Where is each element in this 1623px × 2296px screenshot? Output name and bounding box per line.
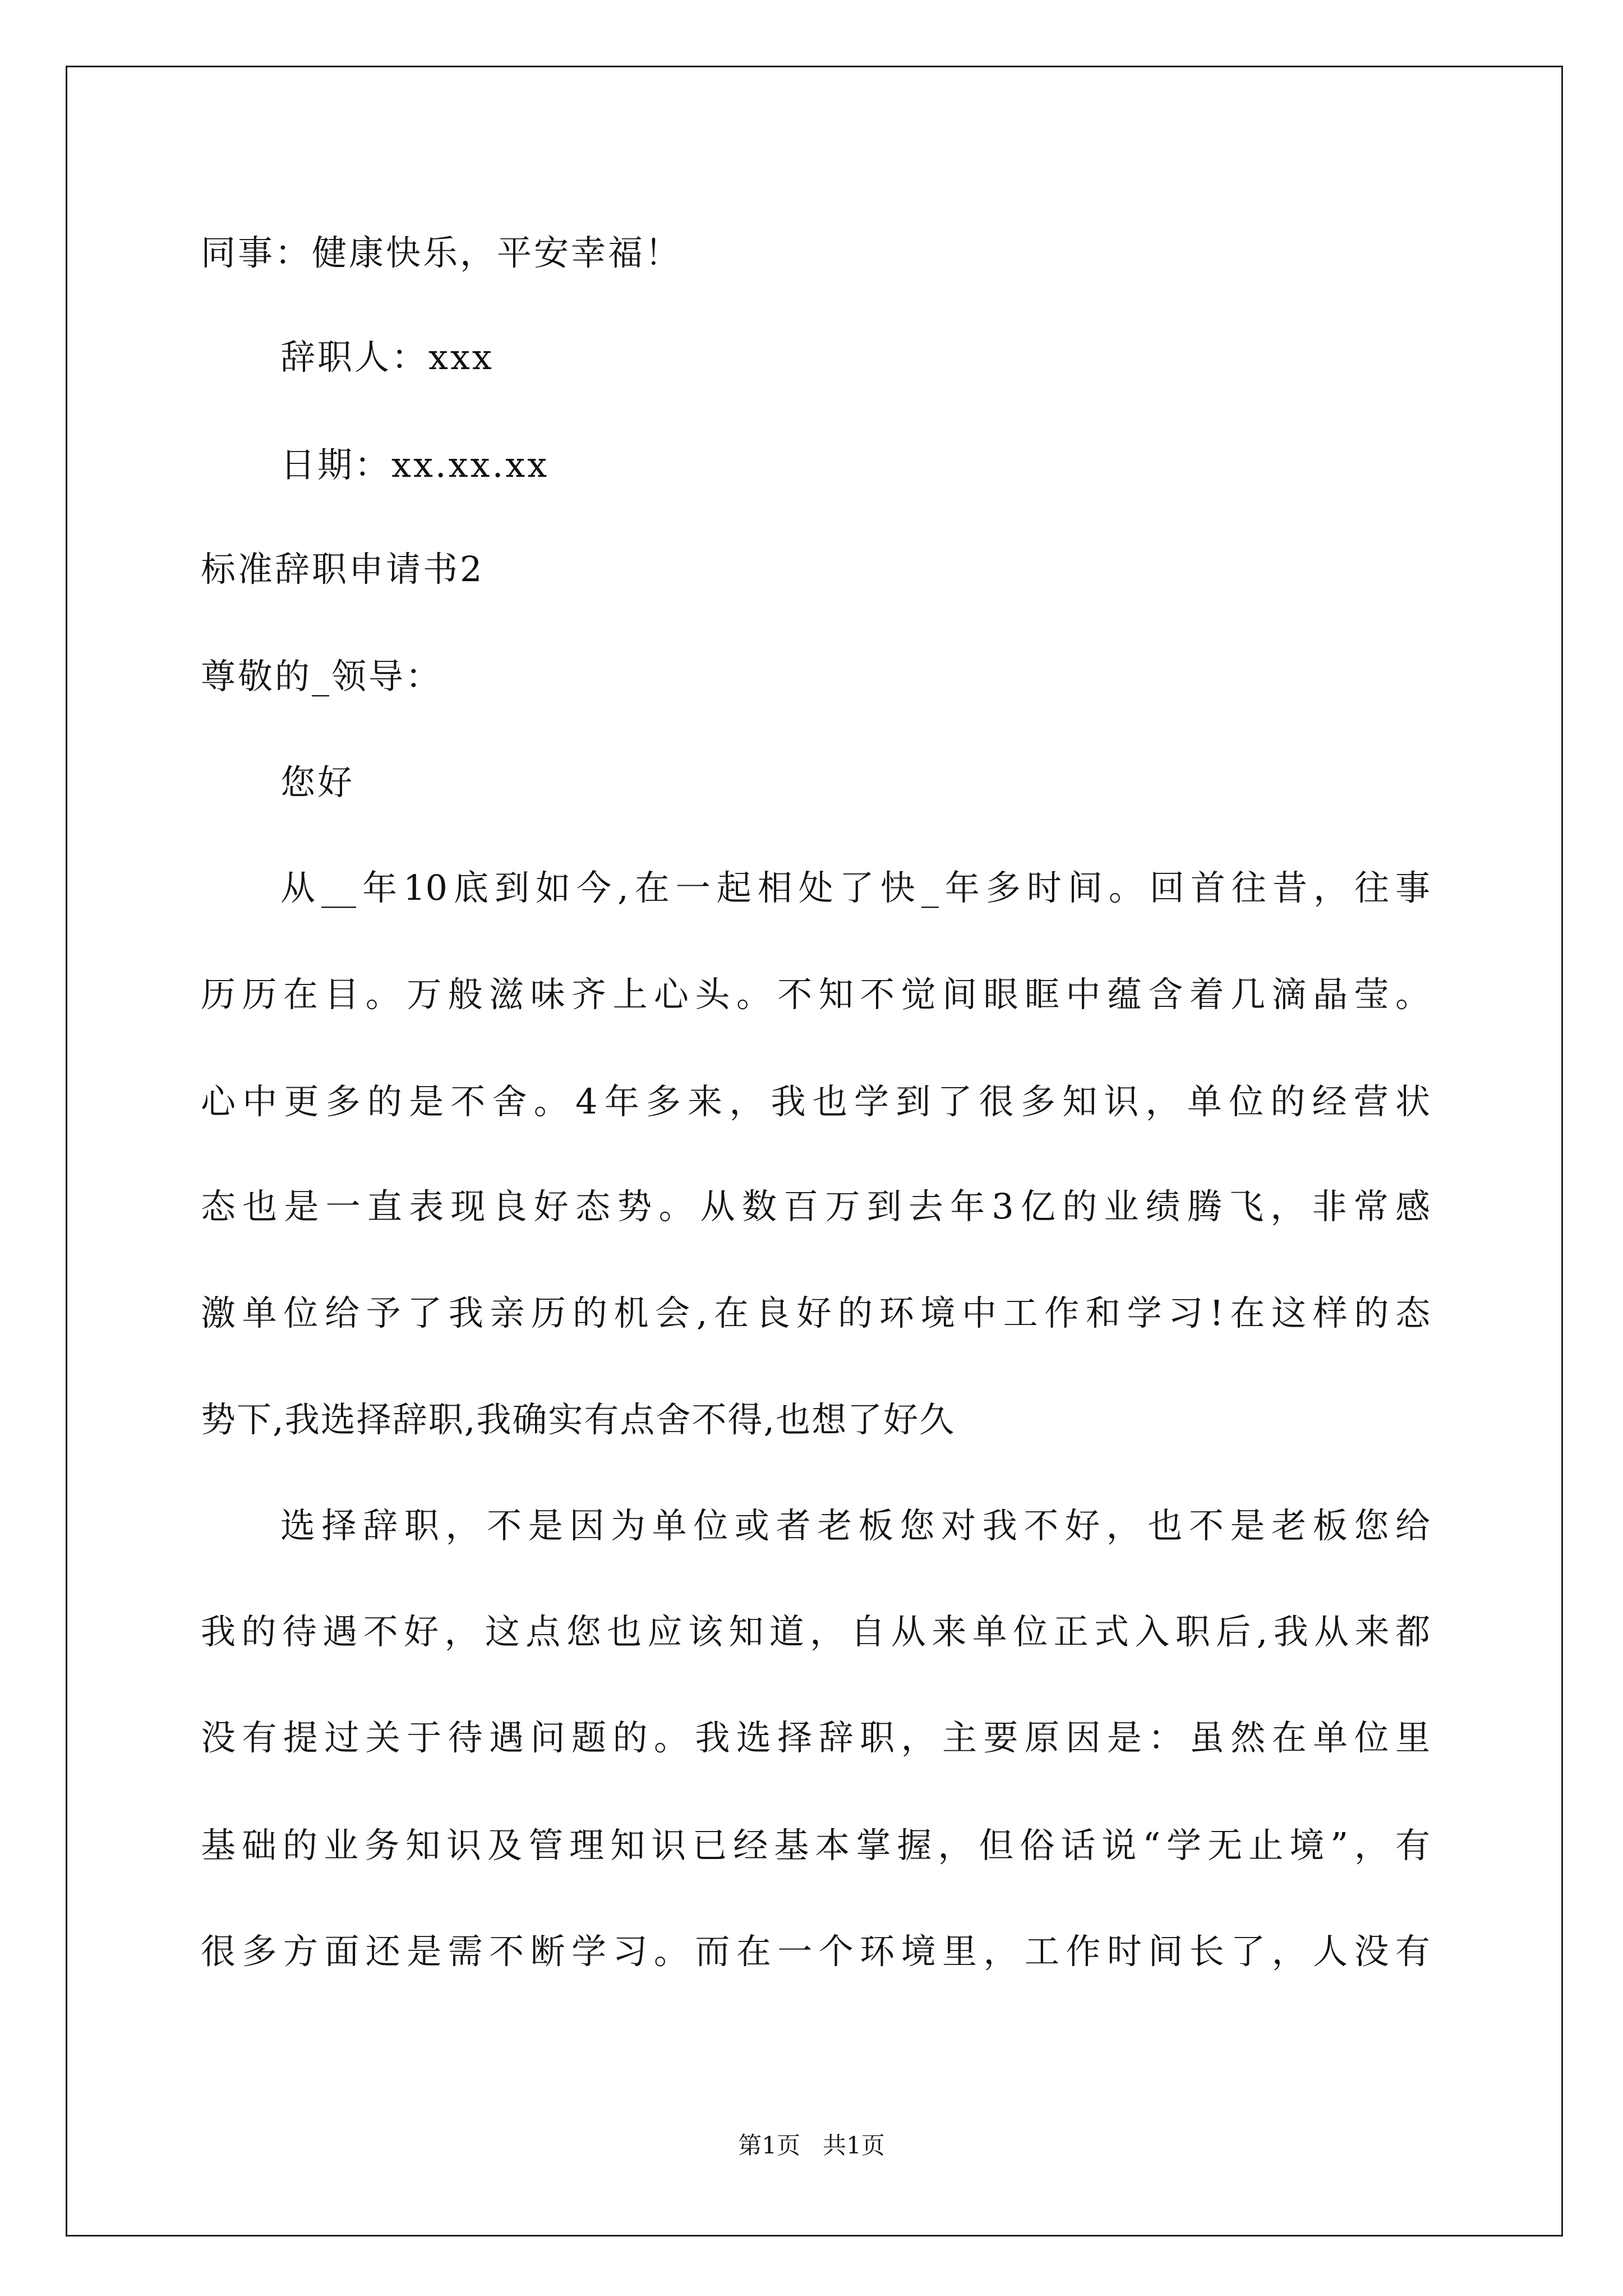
section-title: 标准辞职申请书2: [201, 549, 485, 590]
page-border: [66, 66, 1563, 2237]
closing-wishes: 同事：健康快乐，平安幸福！: [201, 232, 683, 273]
paragraph-line: 选择辞职，不是因为单位或者老板您对我不好，也不是老板您给: [280, 1505, 1430, 1546]
greeting: 您好: [280, 762, 355, 803]
paragraph-line: 历历在目。万般滋味齐上心头。不知不觉间眼眶中蕴含着几滴晶莹。: [201, 974, 1430, 1015]
page-footer: 第1页 共1页: [738, 2132, 885, 2159]
paragraph-line: 基础的业务知识及管理知识已经基本掌握，但俗话说“学无止境”，有: [201, 1825, 1430, 1866]
paragraph-line: 势下,我选择辞职,我确实有点舍不得,也想了好久: [201, 1399, 956, 1440]
paragraph-line: 我的待遇不好，这点您也应该知道，自从来单位正式入职后,我从来都: [201, 1611, 1430, 1652]
signer-line: 辞职人：xxx: [280, 337, 494, 378]
paragraph-line: 从__年10底到如今,在一起相处了快_年多时间。回首往昔，往事: [280, 867, 1430, 908]
paragraph-line: 很多方面还是需不断学习。而在一个环境里，工作时间长了，人没有: [201, 1931, 1430, 1972]
paragraph-line: 没有提过关于待遇问题的。我选择辞职，主要原因是：虽然在单位里: [201, 1717, 1430, 1758]
salutation: 尊敬的_领导：: [201, 656, 443, 697]
paragraph-line: 态也是一直表现良好态势。从数百万到去年3亿的业绩腾飞，非常感: [201, 1186, 1430, 1227]
date-line: 日期：xx.xx.xx: [280, 444, 550, 485]
paragraph-line: 激单位给予了我亲历的机会,在良好的环境中工作和学习!在这样的态: [201, 1292, 1430, 1333]
paragraph-line: 心中更多的是不舍。4年多来，我也学到了很多知识，单位的经营状: [201, 1081, 1430, 1122]
